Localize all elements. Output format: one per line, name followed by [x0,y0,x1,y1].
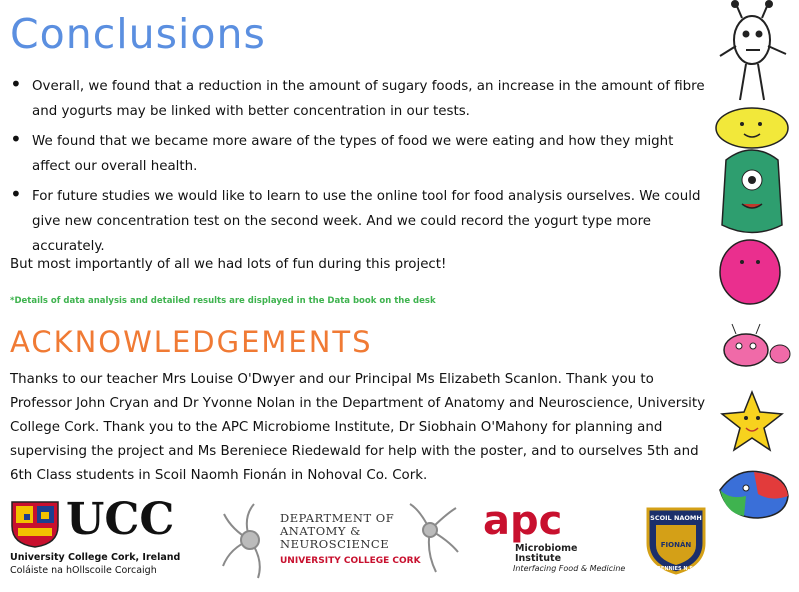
data-book-note: *Details of data analysis and detailed results are displayed in the Data book on the desk [10,296,436,306]
ucc-logo [10,494,181,580]
apc-tagline: Interfacing Food & Medicine [513,564,626,573]
school-badge-lettering: SCOIL NAOMH [650,514,702,522]
ucc-name: University College Cork, Ireland [10,552,181,563]
school-badge-lettering: RENNIES N.S. [657,566,695,572]
list-item: • We found that we became more aware of the types of food we were eating and how they might affect our overall health. [10,129,710,179]
star-icon [722,392,782,450]
ucc-crest-icon [10,500,60,548]
department-university: UNIVERSITY COLLEGE CORK [280,556,421,566]
list-item: • For future studies we would like to learn to use the online tool for food analysis ourselves. We could give new concentration test on the second week. And we could record the yogurt type more accurately. [10,184,710,259]
conclusions-list [10,74,710,264]
final-statement: But most importantly of all we had lots of fun during this project! [10,257,447,272]
multicolour-blob-icon [720,471,788,518]
department-logo [220,500,460,580]
department-name: DEPARTMENT OF ANATOMY & NEUROSCIENCE [280,511,395,551]
conclusions-title: Conclusions [10,10,266,58]
pink-blob-icon [720,240,780,304]
green-monster-icon [722,150,782,233]
yellow-blob-icon [716,108,788,148]
school-badge-icon [644,503,708,575]
school-badge-lettering: FIONÁN [660,541,692,549]
apc-logo [483,498,626,577]
stick-figure-icon [720,1,786,100]
acknowledgements-title: ACKNOWLEDGEMENTS [10,325,373,359]
apc-wordmark: apc [483,498,563,544]
child-drawings [706,0,799,520]
school-crest [644,503,708,575]
acknowledgements-body: Thanks to our teacher Mrs Louise O'Dwyer and our Principal Ms Elizabeth Scanlon. Thank you to Professor John Cryan and Dr Yvonne Nolan in the Department of Anatomy and Neuroscience, University College Cork. Thank you to the APC Microbiome Institute, Dr Siobhain O'Mahony for planning and supervising the project and Ms Bereniece Riedewald for help with the poster, and to ourselves 5th and 6th Class students in Scoil Naomh Fionán in Nohoval Co. Cork. [10,372,706,483]
ucc-wordmark: UCC [66,494,175,545]
ucc-irish-name: Coláiste na hOllscoile Corcaigh [10,565,157,576]
apc-institute-name: Microbiome Institute [515,543,578,564]
pink-creatures-icon [724,324,790,366]
list-item: • Overall, we found that a reduction in the amount of sugary foods, an increase in the amount of fibre and yogurts may be linked with better concentration in our tests. [10,74,710,124]
